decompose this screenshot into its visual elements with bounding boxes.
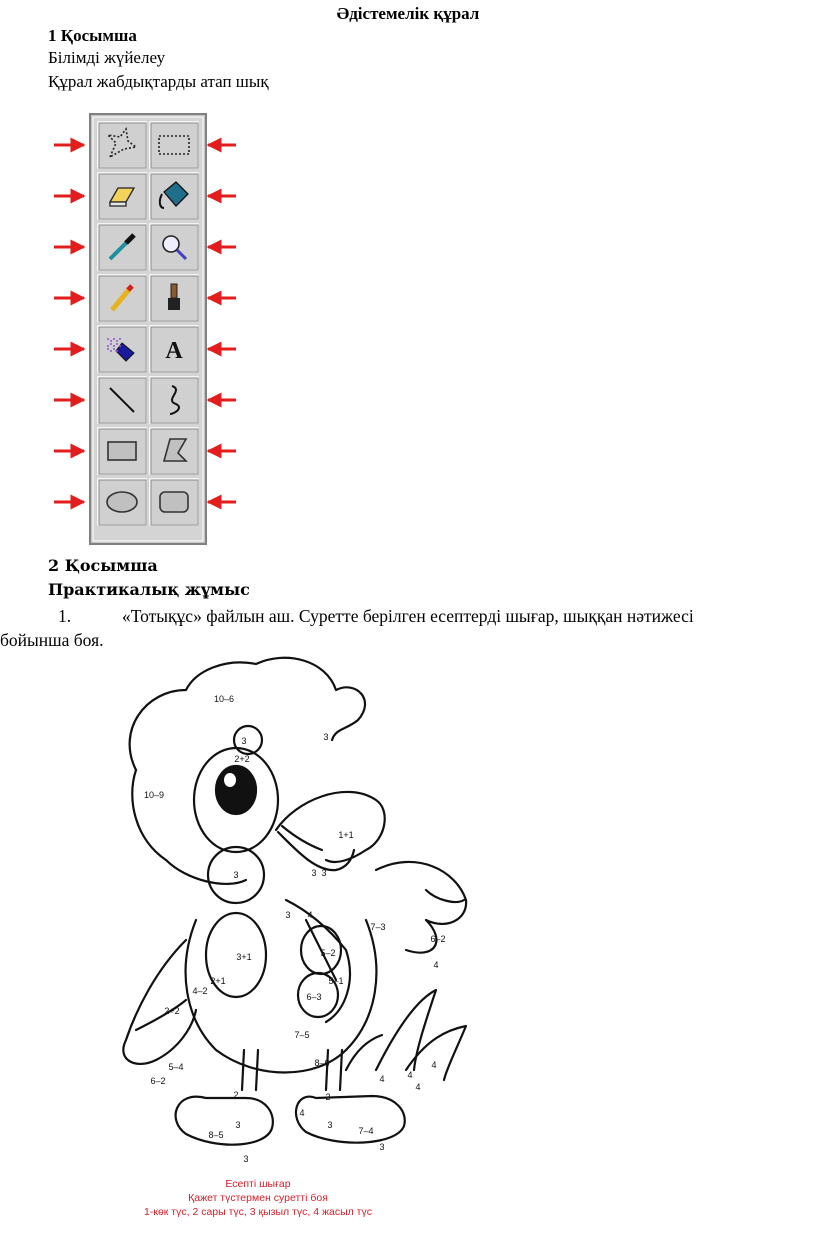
task-number: 1. bbox=[58, 606, 72, 626]
parrot-number-label: 4 bbox=[307, 910, 313, 920]
color-picker-tool-button[interactable] bbox=[98, 224, 146, 270]
caption-line2: Қажет түстермен суретті боя bbox=[188, 1192, 328, 1204]
appendix2-heading: 2 Қосымша bbox=[48, 556, 158, 575]
parrot-number-label: 5–2 bbox=[320, 948, 336, 958]
parrot-number-label: 5–1 bbox=[328, 976, 344, 986]
line-tool-button[interactable] bbox=[98, 377, 146, 423]
parrot-number-label: 2+1 bbox=[210, 976, 226, 986]
appendix2-subheading: Практикалық жұмыс bbox=[48, 580, 250, 599]
parrot-number-label: 4–2 bbox=[192, 986, 208, 996]
parrot-number-label: 4 bbox=[299, 1108, 305, 1118]
parrot-number-label: 2+2 bbox=[234, 754, 250, 764]
parrot-number-label: 3 bbox=[243, 1154, 249, 1164]
task-text-line1: «Тотықұс» файлын аш. Суретте берілген есептерді шығар, шыққан нәтижесі bbox=[122, 606, 694, 626]
svg-text:A: A bbox=[165, 338, 183, 364]
parrot-number-label: 4 bbox=[407, 1070, 413, 1080]
ellipse-icon bbox=[107, 492, 137, 512]
parrot-number-label: 6–2 bbox=[150, 1076, 166, 1086]
text-icon bbox=[165, 338, 183, 364]
parrot-number-label: 3 bbox=[323, 732, 329, 742]
rectangle-icon bbox=[108, 442, 136, 460]
rounded-rect-icon bbox=[160, 492, 188, 512]
document-title: Әдістемелік құрал bbox=[336, 4, 480, 23]
parrot-number-label: 3 bbox=[379, 1142, 385, 1152]
parrot-number-label: 3 bbox=[241, 736, 247, 746]
parrot-number-label: 3 bbox=[285, 910, 291, 920]
curve-tool-button[interactable] bbox=[150, 377, 198, 423]
text-tool-button[interactable] bbox=[150, 326, 198, 372]
fill-bucket-tool-button[interactable] bbox=[150, 173, 198, 219]
parrot-number-label: 3 bbox=[235, 1120, 241, 1130]
caption-line3: 1-көк түс, 2 сары түс, 3 қызыл түс, 4 жасыл түс bbox=[144, 1206, 372, 1218]
eraser-tool-button[interactable] bbox=[98, 173, 146, 219]
caption-line1: Есепті шығар bbox=[225, 1178, 291, 1190]
rect-select-tool-button[interactable] bbox=[150, 122, 198, 168]
parrot-number-label: 6–3 bbox=[306, 992, 322, 1002]
parrot-number-label: 2 bbox=[233, 1090, 239, 1100]
parrot-number-label: 3+1 bbox=[236, 952, 252, 962]
rounded-rect-tool-button[interactable] bbox=[150, 479, 198, 525]
parrot-number-label: 4 bbox=[415, 1082, 421, 1092]
parrot-number-label: 4 bbox=[431, 1060, 437, 1070]
parrot-number-label: 7–3 bbox=[370, 922, 386, 932]
parrot-number-label: 7–5 bbox=[294, 1030, 310, 1040]
appendix1-heading: 1 Қосымша bbox=[48, 26, 137, 45]
parrot-number-label: 3 bbox=[327, 1120, 333, 1130]
parrot-coloring-image bbox=[96, 650, 496, 1170]
parrot-number-label: 2 bbox=[325, 1092, 331, 1102]
pencil-tool-button[interactable] bbox=[98, 275, 146, 321]
rectangle-tool-button[interactable] bbox=[98, 428, 146, 474]
paint-toolbox-figure bbox=[40, 112, 240, 548]
task-text-line2: бойынша боя. bbox=[0, 630, 104, 650]
polygon-tool-button[interactable] bbox=[150, 428, 198, 474]
parrot-number-label: 5–4 bbox=[168, 1062, 184, 1072]
parrot-number-label: 6–2 bbox=[430, 934, 446, 944]
magnifier-tool-button[interactable] bbox=[150, 224, 198, 270]
free-select-tool-button[interactable] bbox=[98, 122, 146, 168]
parrot-number-label: 4 bbox=[433, 960, 439, 970]
ellipse-tool-button[interactable] bbox=[98, 479, 146, 525]
parrot-number-label: 10–6 bbox=[213, 694, 235, 704]
airbrush-tool-button[interactable] bbox=[98, 326, 146, 372]
brush-tool-button[interactable] bbox=[150, 275, 198, 321]
parrot-number-label: 8–5 bbox=[208, 1130, 224, 1140]
appendix1-line1: Білімді жүйелеу bbox=[48, 48, 166, 67]
parrot-number-label: 3 bbox=[311, 868, 317, 878]
parrot-number-label: 10–9 bbox=[143, 790, 165, 800]
parrot-number-label: 8–6 bbox=[314, 1058, 330, 1068]
parrot-number-label: 2+2 bbox=[164, 1006, 180, 1016]
parrot-number-label: 3 bbox=[321, 868, 327, 878]
parrot-number-label: 1+1 bbox=[338, 830, 354, 840]
parrot-number-label: 4 bbox=[379, 1074, 385, 1084]
parrot-number-label: 7–4 bbox=[358, 1126, 374, 1136]
appendix1-line2: Құрал жабдықтарды атап шық bbox=[48, 72, 269, 91]
parrot-number-label: 3 bbox=[233, 870, 239, 880]
